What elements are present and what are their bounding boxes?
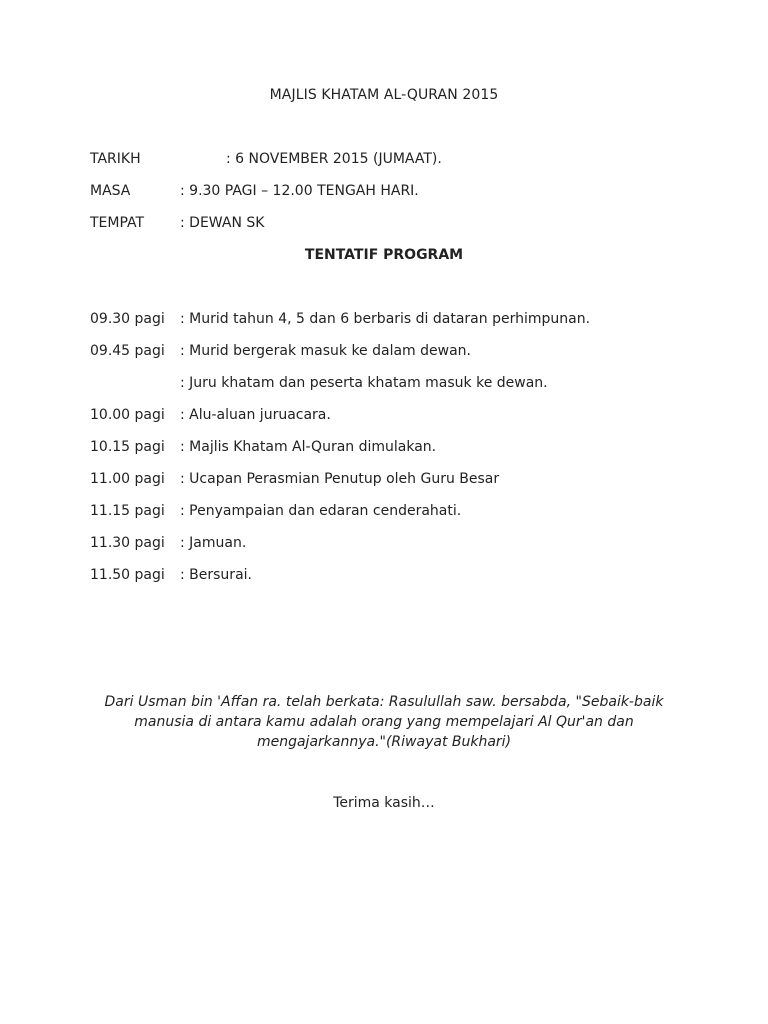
info-row-tarikh: [90, 151, 710, 171]
schedule-time: 10.15 pagi: [90, 439, 165, 455]
info-value: : DEWAN SK: [180, 215, 265, 231]
schedule-time: 09.30 pagi: [90, 311, 165, 327]
schedule-row: [90, 567, 710, 587]
schedule-description: : Jamuan.: [180, 535, 247, 551]
schedule-row: [90, 407, 710, 427]
document-title: MAJLIS KHATAM AL-QURAN 2015: [269, 87, 499, 103]
schedule-row: [90, 503, 710, 523]
info-label: TEMPAT: [90, 215, 145, 231]
schedule-row: [90, 471, 710, 491]
schedule-description: : Bersurai.: [180, 567, 252, 583]
schedule-time: 11.15 pagi: [90, 503, 165, 519]
info-value: : 6 NOVEMBER 2015 (JUMAAT).: [226, 151, 442, 167]
schedule-time: 11.00 pagi: [90, 471, 165, 487]
schedule-description: : Alu-aluan juruacara.: [180, 407, 331, 423]
info-label: MASA: [90, 183, 131, 199]
schedule-time: 10.00 pagi: [90, 407, 165, 423]
closing-text: Terima kasih…: [333, 795, 435, 811]
schedule-description: : Penyampaian dan edaran cenderahati.: [180, 503, 462, 519]
info-row-tempat: [90, 215, 710, 235]
schedule-row: [90, 375, 710, 395]
schedule-row: [90, 439, 710, 459]
schedule-time: 11.30 pagi: [90, 535, 165, 551]
schedule-row: [90, 311, 710, 331]
schedule-row: [90, 343, 710, 363]
info-label: TARIKH: [90, 151, 141, 167]
info-value: : 9.30 PAGI – 12.00 TENGAH HARI.: [180, 183, 419, 199]
schedule-description: : Murid bergerak masuk ke dalam dewan.: [180, 343, 471, 359]
schedule-row: [90, 535, 710, 555]
info-row-masa: [90, 183, 710, 203]
schedule-description: : Juru khatam dan peserta khatam masuk ke dewan.: [180, 375, 548, 391]
schedule-description: : Ucapan Perasmian Penutup oleh Guru Besar: [180, 471, 500, 487]
section-title: TENTATIF PROGRAM: [304, 247, 464, 263]
schedule-description: : Murid tahun 4, 5 dan 6 berbaris di dataran perhimpunan.: [180, 311, 591, 327]
schedule-description: : Majlis Khatam Al-Quran dimulakan.: [180, 439, 437, 455]
schedule-time: 11.50 pagi: [90, 567, 165, 583]
schedule-time: 09.45 pagi: [90, 343, 165, 359]
hadith-quote: Dari Usman bin 'Affan ra. telah berkata: Rasulullah saw. bersabda, "Sebaik-baik manusia di antara kamu adalah orang yang mempelajari Al Qur'an dan mengajarkannya."(Riwayat Bukhari): [104, 694, 664, 750]
